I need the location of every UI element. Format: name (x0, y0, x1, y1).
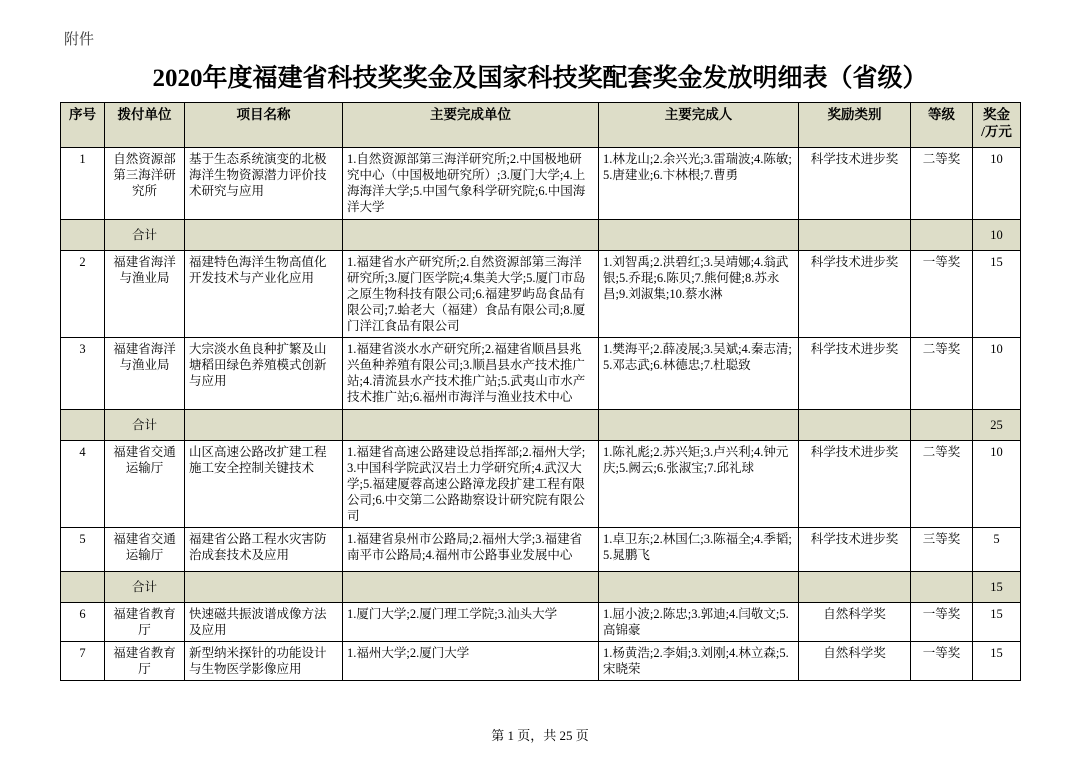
th-money-line1: 奖金 (983, 107, 1010, 122)
cell-money: 15 (973, 251, 1021, 338)
cell-money: 5 (973, 528, 1021, 572)
cell-orgs: 1.福建省高速公路建设总指挥部;2.福州大学;3.中国科学院武汉岩土力学研究所;4.武汉大学;5.福建厦蓉高速公路漳龙段扩建工程有限公司;6.中交第二公路勘察设计研究院有限公司 (343, 441, 599, 528)
cell-seq: 2 (61, 251, 105, 338)
table-row (61, 528, 1021, 572)
th-orgs: 主要完成单位 (343, 103, 599, 148)
cell-project: 大宗淡水鱼良种扩繁及山塘稻田绿色养殖模式创新与应用 (185, 338, 343, 410)
total-blank-cell (911, 220, 973, 251)
total-blank-cell (911, 572, 973, 603)
cell-unit: 福建省海洋与渔业局 (105, 251, 185, 338)
cell-grade: 三等奖 (911, 528, 973, 572)
cell-people: 1.杨黄浩;2.李娟;3.刘刚;4.林立森;5.宋晓荣 (599, 642, 799, 681)
cell-grade: 一等奖 (911, 603, 973, 642)
cell-orgs: 1.福建省泉州市公路局;2.福州大学;3.福建省南平市公路局;4.福州市公路事业发展中心 (343, 528, 599, 572)
cell-seq: 5 (61, 528, 105, 572)
th-money (973, 103, 1021, 148)
cell-people: 1.刘智禹;2.洪碧红;3.吴靖娜;4.翁武银;5.乔琨;6.陈贝;7.熊何健;8.苏永昌;9.刘淑集;10.蔡水淋 (599, 251, 799, 338)
cell-orgs: 1.自然资源部第三海洋研究所;2.中国极地研究中心（中国极地研究所）;3.厦门大学;4.上海海洋大学;5.中国气象科学研究院;6.中国海洋大学 (343, 148, 599, 220)
total-blank-cell (343, 572, 599, 603)
cell-award-type: 科学技术进步奖 (799, 338, 911, 410)
total-money-cell: 15 (973, 572, 1021, 603)
page-title: 2020年度福建省科技奖奖金及国家科技奖配套奖金发放明细表（省级） (152, 65, 928, 92)
cell-orgs: 1.福建省水产研究所;2.自然资源部第三海洋研究所;3.厦门医学院;4.集美大学;5.厦门市岛之原生物科技有限公司;6.福建罗屿岛食品有限公司;7.蛤老大（福建）食品有限公司;8.厦门洋江食品有限公司 (343, 251, 599, 338)
table-row (61, 603, 1021, 642)
cell-seq: 1 (61, 148, 105, 220)
total-blank-cell (343, 410, 599, 441)
cell-award-type: 科学技术进步奖 (799, 148, 911, 220)
cell-award-type: 自然科学奖 (799, 603, 911, 642)
total-blank-cell (343, 220, 599, 251)
cell-seq: 4 (61, 441, 105, 528)
cell-grade: 二等奖 (911, 338, 973, 410)
total-label-cell: 合计 (105, 410, 185, 441)
cell-award-type: 科学技术进步奖 (799, 251, 911, 338)
cell-project: 山区高速公路改扩建工程施工安全控制关键技术 (185, 441, 343, 528)
th-project: 项目名称 (185, 103, 343, 148)
th-money-line2: /万元 (981, 124, 1012, 140)
cell-unit: 福建省教育厅 (105, 603, 185, 642)
cell-people: 1.陈礼彪;2.苏兴矩;3.卢兴利;4.钟元庆;5.阙云;6.张淑宝;7.邱礼球 (599, 441, 799, 528)
cell-award-type: 科学技术进步奖 (799, 441, 911, 528)
cell-grade: 一等奖 (911, 642, 973, 681)
th-grade: 等级 (911, 103, 973, 148)
cell-seq: 7 (61, 642, 105, 681)
cell-unit: 福建省交通运输厅 (105, 441, 185, 528)
cell-unit: 福建省交通运输厅 (105, 528, 185, 572)
cell-seq: 3 (61, 338, 105, 410)
cell-project: 快速磁共振波谱成像方法及应用 (185, 603, 343, 642)
th-unit: 拨付单位 (105, 103, 185, 148)
cell-money: 10 (973, 441, 1021, 528)
cell-orgs: 1.厦门大学;2.厦门理工学院;3.汕头大学 (343, 603, 599, 642)
cell-money: 15 (973, 603, 1021, 642)
table-row (61, 251, 1021, 338)
cell-orgs: 1.福建省淡水水产研究所;2.福建省顺昌县兆兴鱼种养殖有限公司;3.顺昌县水产技术推广站;4.清流县水产技术推广站;5.武夷山市水产技术推广站;6.福州市海洋与渔业技术中心 (343, 338, 599, 410)
table-header (61, 103, 1021, 148)
cell-people: 1.卓卫东;2.林国仁;3.陈福全;4.季韬;5.晁鹏飞 (599, 528, 799, 572)
total-blank-cell (911, 410, 973, 441)
total-blank-cell (599, 572, 799, 603)
total-blank-cell (185, 572, 343, 603)
cell-award-type: 科学技术进步奖 (799, 528, 911, 572)
table-total-row (61, 410, 1021, 441)
th-award-type: 奖励类别 (799, 103, 911, 148)
cell-seq: 6 (61, 603, 105, 642)
cell-unit: 自然资源部第三海洋研究所 (105, 148, 185, 220)
total-blank-cell (185, 410, 343, 441)
table-row (61, 148, 1021, 220)
cell-people: 1.林龙山;2.余兴光;3.雷瑞波;4.陈敏;5.唐建业;6.卞林根;7.曹勇 (599, 148, 799, 220)
cell-award-type: 自然科学奖 (799, 642, 911, 681)
cell-project: 新型纳米探针的功能设计与生物医学影像应用 (185, 642, 343, 681)
total-money-cell: 10 (973, 220, 1021, 251)
cell-unit: 福建省海洋与渔业局 (105, 338, 185, 410)
cell-money: 15 (973, 642, 1021, 681)
table-total-row (61, 572, 1021, 603)
cell-money: 10 (973, 148, 1021, 220)
table-row (61, 642, 1021, 681)
cell-unit: 福建省教育厅 (105, 642, 185, 681)
table-header-row (61, 103, 1021, 148)
total-blank-cell (799, 572, 911, 603)
cell-people: 1.樊海平;2.薛凌展;3.吴斌;4.秦志清;5.邓志武;6.林德忠;7.杜聪致 (599, 338, 799, 410)
total-blank-cell (61, 410, 105, 441)
cell-grade: 二等奖 (911, 148, 973, 220)
cell-people: 1.屈小波;2.陈忠;3.郭迪;4.闫敬文;5.高锦豪 (599, 603, 799, 642)
awards-table (60, 102, 1021, 681)
th-people: 主要完成人 (599, 103, 799, 148)
total-label-cell: 合计 (105, 572, 185, 603)
cell-grade: 二等奖 (911, 441, 973, 528)
cell-money: 10 (973, 338, 1021, 410)
total-label-cell: 合计 (105, 220, 185, 251)
total-blank-cell (61, 220, 105, 251)
total-money-cell: 25 (973, 410, 1021, 441)
table-row (61, 441, 1021, 528)
total-blank-cell (61, 572, 105, 603)
total-blank-cell (799, 410, 911, 441)
th-seq: 序号 (61, 103, 105, 148)
cell-project: 福建省公路工程水灾害防治成套技术及应用 (185, 528, 343, 572)
table-row (61, 338, 1021, 410)
cell-orgs: 1.福州大学;2.厦门大学 (343, 642, 599, 681)
table-body (61, 148, 1021, 681)
total-blank-cell (185, 220, 343, 251)
table-total-row (61, 220, 1021, 251)
cell-project: 基于生态系统演变的北极海洋生物资源潜力评价技术研究与应用 (185, 148, 343, 220)
total-blank-cell (599, 410, 799, 441)
total-blank-cell (799, 220, 911, 251)
cell-grade: 一等奖 (911, 251, 973, 338)
page-footer: 第 1 页，共 25 页 (491, 728, 589, 743)
total-blank-cell (599, 220, 799, 251)
cell-project: 福建特色海洋生物高值化开发技术与产业化应用 (185, 251, 343, 338)
attachment-label: 附件 (64, 32, 95, 48)
